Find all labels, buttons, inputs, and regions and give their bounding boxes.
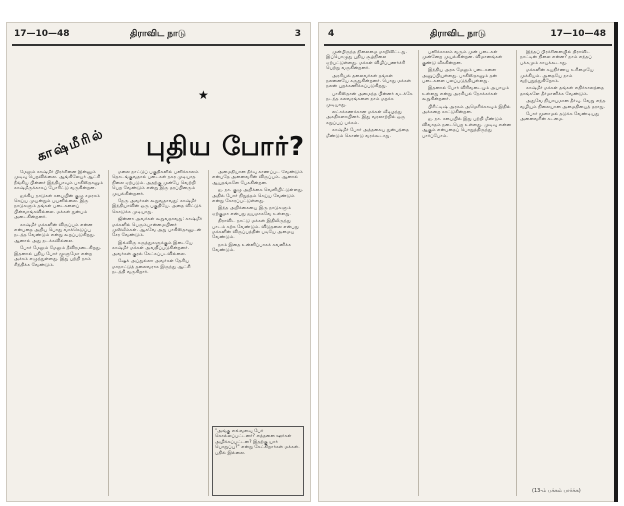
left-header-page-number: 3 (294, 29, 301, 39)
paragraph: போர் மூளாமல் தடுக்க வேண்டியது அனைவரின் கடமை. (520, 112, 600, 123)
column-divider (208, 170, 209, 496)
paragraph: பாகிஸ்தான் அமைந்த பின்னர் வடக்கே நடந்த கலவரங்களை நாம் மறக்க முடியாது. (326, 91, 413, 108)
paragraph: அமைதியான தீர்வு காணப்பட வேண்டும் என்பதே அனைவரின் விருப்பம். ஆனால் ஆயுதங்களே பேசுகின்றன. (212, 170, 303, 186)
right-page (318, 22, 618, 502)
headline-banner (6, 48, 311, 166)
paragraph: பிரிட்டிஷ் அரசும் அமெரிக்காவும் இதில் அக்கறை காட்டுகின்றன. (422, 104, 511, 116)
paragraph: போர் மேலும் மேலும் தீவிரமடைகிறது. இதனால் புதிய போர் மூளுமோ என்ற அச்சம் எழுந்துள்ளது. இது பற்றி நாம் சிந்திக்க வேண்டும். (14, 246, 102, 268)
header-rule (12, 44, 305, 46)
paragraph: ஐக்கிய நாடுகள் சபையின் குழு சமரசம் செய்ய முயன்றும் பயனில்லை. இரு நாடுகளும் தங்கள் படைகளைப் பின்வாங்கவில்லை. மக்கள் துன்பம் அடைகின்றனர். (14, 193, 100, 221)
paragraph: அதுவே நியாயமான தீர்வு. வேறு எந்த வழியும் நிலையான அமைதியைத் தராது. (520, 99, 606, 110)
binding-edge (614, 22, 618, 502)
paragraph: மேலும் காஷ்மீர் பிரச்சினை இன்னும் முடிவு பெறவில்லை. ஆங்கிலேயர் ஆட்சி நீங்கிய பின்னர் இந்தியாவும் பாகிஸ்தானும் காஷ்மீருக்காகப் போரிட்டு வருகின்றன. (14, 170, 104, 192)
paragraph: ஐ. நா. சபையில் இது பற்றி மீண்டும் விவாதம் நடைபெற உள்ளது. முடிவு என்ன ஆகும் என்பதைப் பொறுத்திருந்து பார்ப்போம். (422, 117, 512, 139)
paragraph: ஷேக் அப்துல்லா அவர்கள் தேசிய மாநாட்டுத் தலைவராக இருந்து ஆட்சி நடத்தி வருகிறார். (112, 259, 191, 275)
left-header-date: 17—10—48 (14, 29, 70, 39)
boxed-quote: "அங்கு எவ்வளவு பேர் கொல்லப்பட்டனர்? எத்தனை ஊர்கள் அழிக்கப்பட்டன? இதற்கு யார் பொறுப்பு?" என்று கேட்கிறார்கள் மக்கள். பதில் இல்லை. (212, 426, 304, 496)
paragraph: ஜின்னா அவர்கள் கூறுவதாவது: காஷ்மீர் மக்களில் பெரும்பான்மையினர் முஸ்லீம்கள். ஆகவே அது பாகிஸ்தானுடன் சேர வேண்டும். (112, 217, 203, 239)
paragraph: அரசியல் தலைவர்கள் தங்கள் நலனையே கருதுகின்றனர். பொது மக்கள் நலன் புறக்கணிக்கப்படுகிறது. (326, 73, 412, 90)
paragraph: மலை நாட்டுப் பகுதிகளில் பனிக்காலம் தொடங்குவதால் படைகள் நகர முடியாத நிலை ஏற்படும். அதற்கு முன்பே வெற்றி பெற வேண்டும் என்று இரு தரப்பினரும் முயல்கின்றனர். (112, 170, 199, 197)
paragraph: இந்தப் பிரச்சினையில் திராவிட நாட்டின் நிலை என்ன? நாம் எந்தப் பக்கமும் சாயக்கூடாது. (520, 50, 592, 66)
right-header-page-number: 4 (328, 29, 335, 39)
paragraph: நாம் இதை உன்னிப்பாகக் கவனிக்க வேண்டும். (212, 242, 292, 254)
headline-new-war: புதிய போர்? (146, 132, 306, 162)
paragraph: காஷ்மீர் மக்களின் விருப்பம் என்ன என்பதை அறிய பொது வாக்கெடுப்பு நடத்த வேண்டும் என்று கூறப்படுகிறது. ஆனால் அது நடக்கவில்லை. (14, 222, 96, 244)
left-header-title: திராவிட நாடு (130, 29, 186, 39)
right-article-column-1 (326, 50, 414, 498)
column-divider (418, 50, 419, 496)
paragraph: ஐ. நா. குழு அறிக்கை வெளியிட்டுள்ளது. அதில் போர் நிறுத்தம் செய்ய வேண்டும் என்று கோரப்பட்டுள்ளது. (212, 188, 304, 205)
paragraph: இவ்விரு கருத்துகளுக்கும் இடையே காஷ்மீர் மக்கள் அவதிப்படுகின்றனர். அவர்கள் குரல் கேட்கப்படவில்லை. (112, 240, 193, 257)
paragraph: இந்த அறிக்கையை இரு நாடுகளும் ஏற்குமா என்பது ஐயமாகவே உள்ளது. (212, 206, 292, 217)
left-page (6, 22, 311, 502)
right-article-column-3 (520, 50, 608, 484)
paragraph: மக்களின் சுயநிர்ணய உரிமையே முக்கியம். அதையே நாம் வற்புறுத்துகிறோம். (520, 68, 594, 85)
left-article-column-2 (112, 170, 204, 498)
headline-kashmir: காஷ்மீரில் (35, 126, 107, 165)
right-page-header (318, 28, 618, 44)
continued-notice: (13-ம் பக்கம் பார்க்க) (532, 488, 581, 494)
right-article-column-2 (422, 50, 512, 498)
paragraph: நேரு அவர்கள் கூறுவதாவது: காஷ்மீர் இந்தியாவின் ஒரு பகுதியே. அதை விட்டுக் கொடுக்க முடியாது. (112, 199, 202, 215)
header-rule (324, 44, 612, 46)
paragraph: திராவிட நாட்டு மக்கள் இதிலிருந்து பாடம் கற்க வேண்டும். விடுதலை என்பது மக்களின் விருப்பத்தின் படியே அமைய வேண்டும். (212, 219, 299, 241)
right-header-date: 17—10—48 (550, 29, 606, 39)
right-header-title: திராவிட நாடு (430, 29, 486, 39)
paragraph: காஷ்மீர் போர் அத்தகைய துன்பத்தை மீண்டும் கொண்டு வரக்கூடாது. (326, 128, 409, 139)
column-divider (516, 50, 517, 496)
paragraph: காஷ்மீர் மக்கள் தங்கள் எதிர்காலத்தை தாங்களே தீர்மானிக்க வேண்டும். (520, 86, 605, 97)
paragraph: இதனால் போர் விரிவடையும் அபாயம் உள்ளது என்று அரசியல் நோக்கர்கள் கூறுகின்றனர். (422, 86, 510, 103)
left-article-column-3 (212, 170, 304, 420)
paragraph: முன்பிருந்த நிலைமை மாறிவிட்டது. இப்பொழுது புதிய சூழ்நிலை ஏற்பட்டுள்ளது. மக்கள் விழிப்புணர்ச்சி பெற்று வருகின்றனர். (326, 50, 407, 72)
paragraph: இந்திய அரசு மேலும் படைகளை அனுப்பியுள்ளது. பாகிஸ்தானும் தன் படைகளை பலப்படுத்தியுள்ளது. (422, 68, 498, 85)
paragraph: லட்சக்கணக்கான மக்கள் வீடிழந்து அகதிகளாயினர். இது வரலாற்றில் ஒரு கறுப்புப் பக்கம். (326, 110, 406, 126)
paragraph: பனிக்காலம் வரும் முன் படைகள் முன்னேற முயல்கின்றன. விமானங்கள் குண்டு வீசுகின்றன. (422, 50, 503, 66)
star-icon: ★ (198, 88, 209, 102)
left-article-column-1 (14, 170, 104, 498)
column-divider (108, 170, 109, 496)
left-page-header (6, 28, 311, 44)
